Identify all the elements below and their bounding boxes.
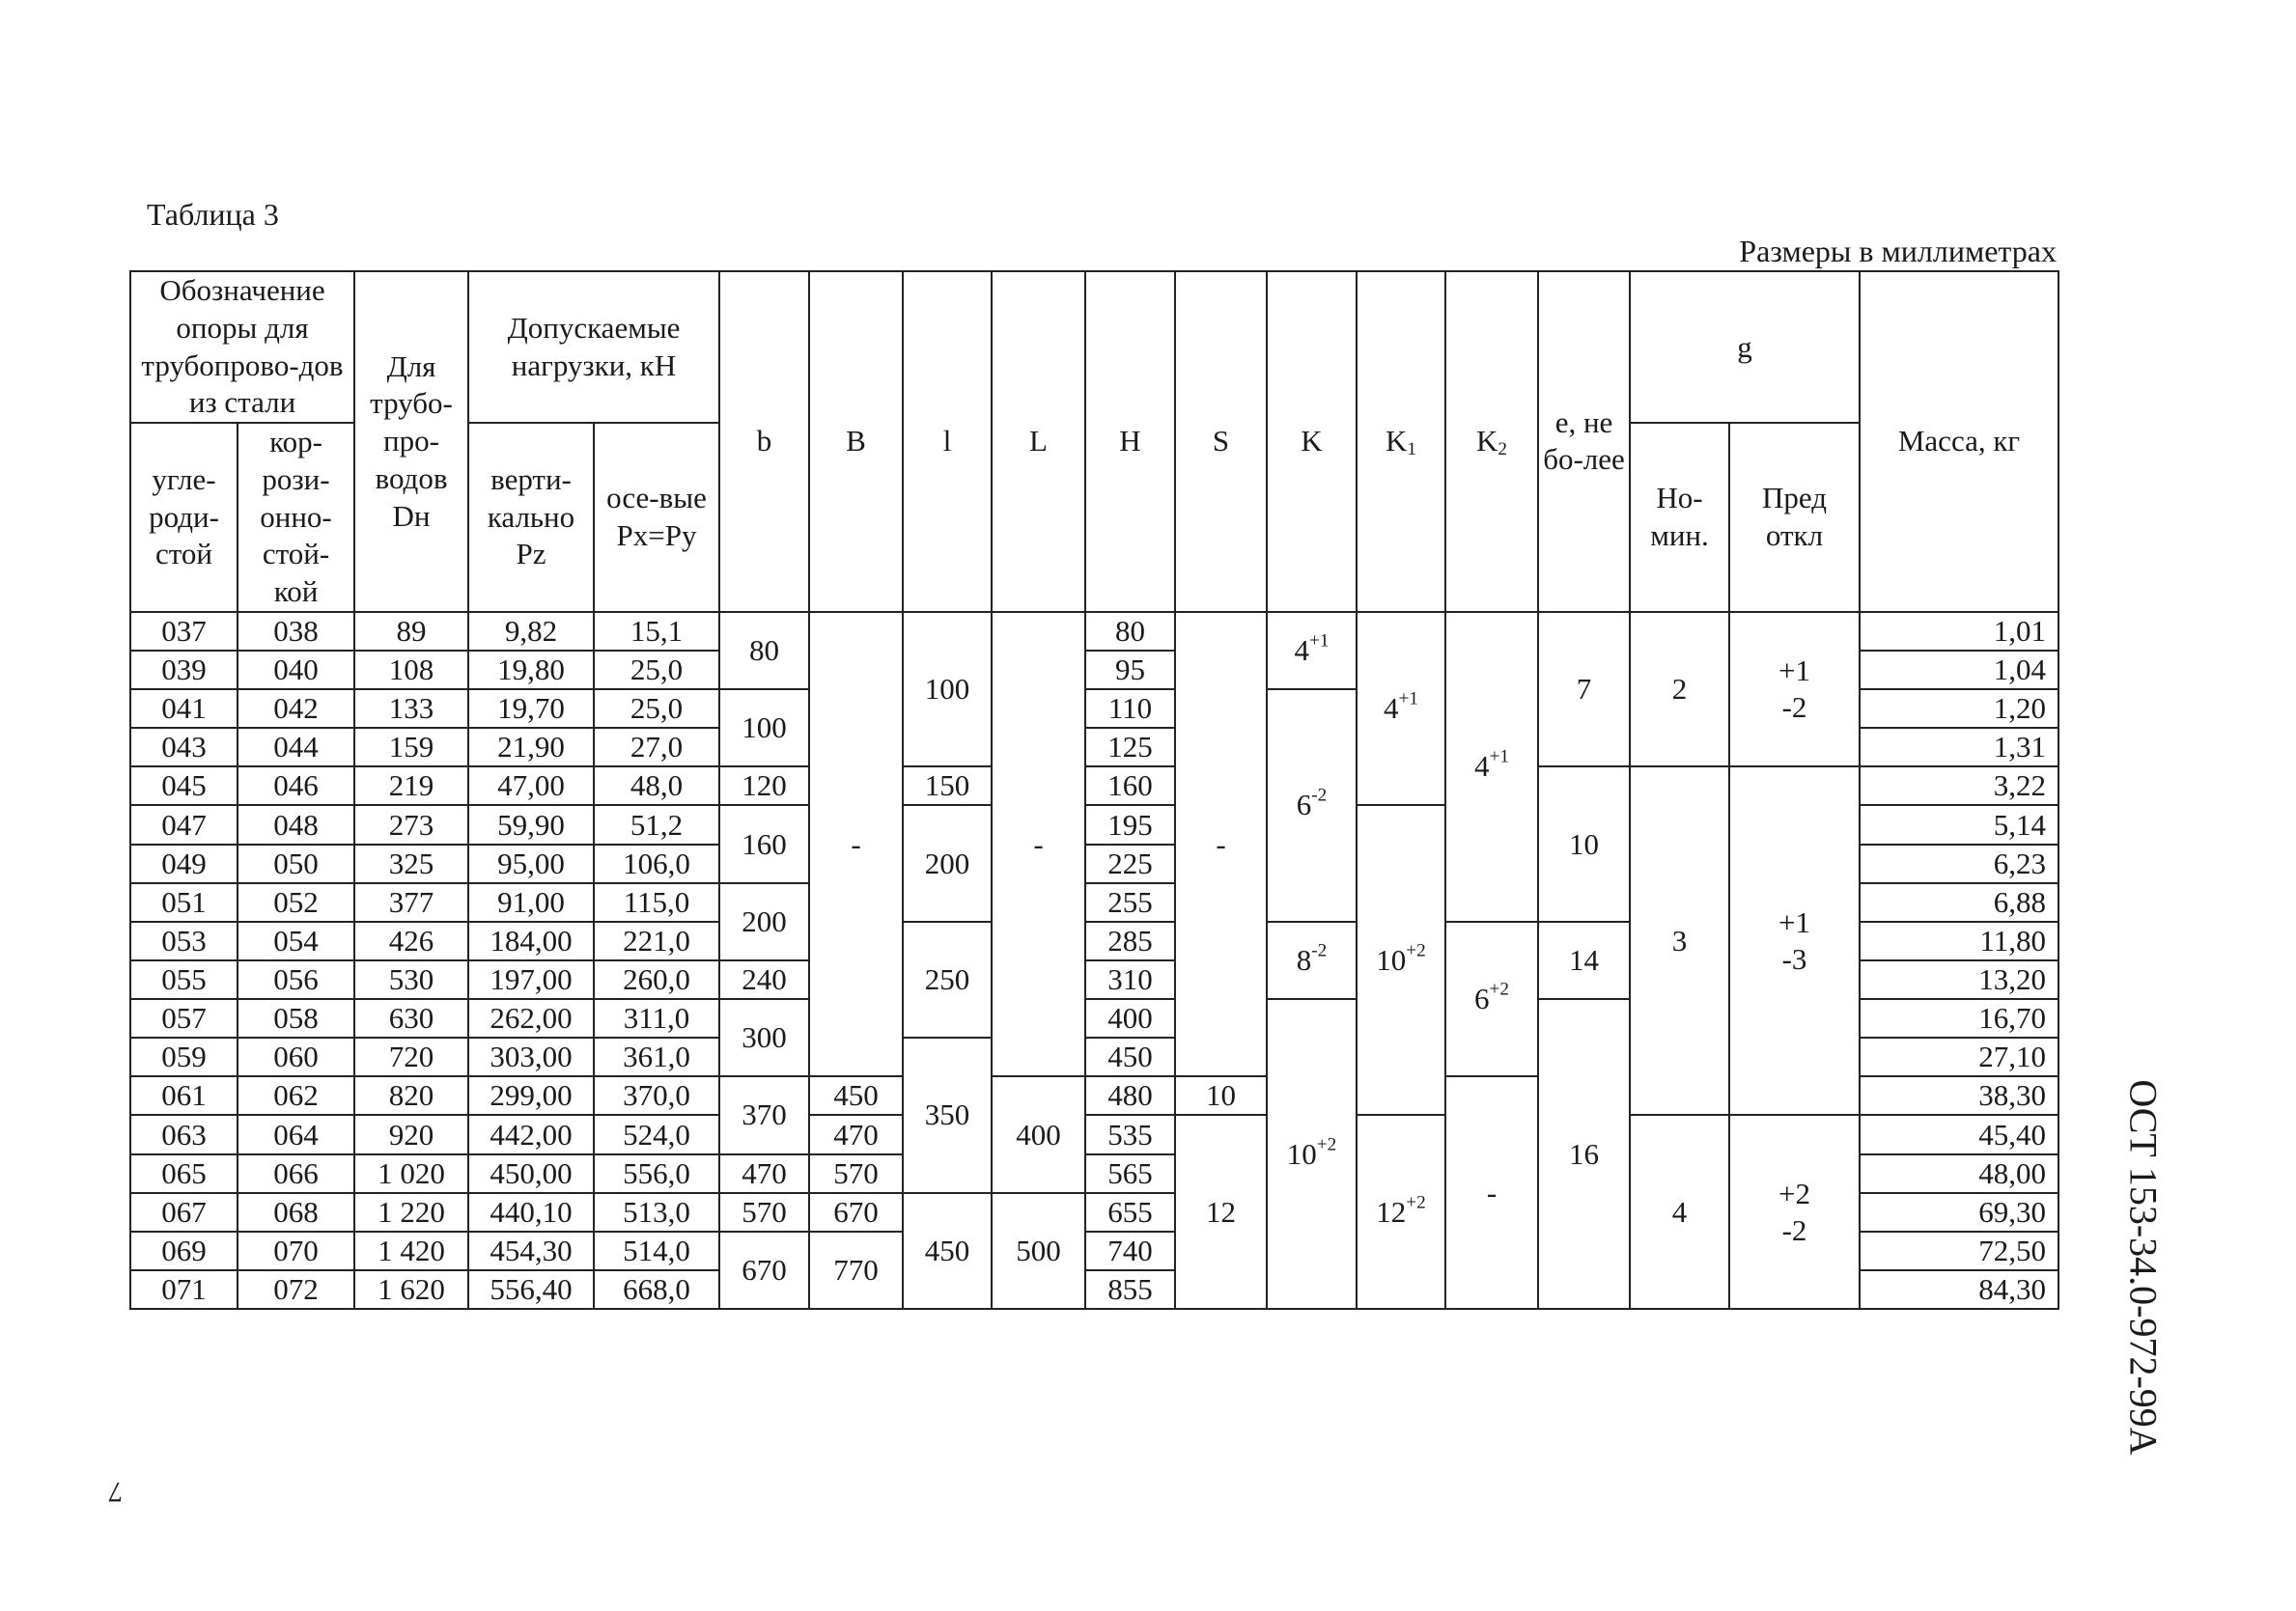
- cell-e: 14: [1538, 922, 1630, 999]
- header-K2-subscript: 2: [1498, 439, 1507, 460]
- cell-corrosion-code: 052: [238, 883, 354, 922]
- cell-carbon-code: 065: [130, 1154, 238, 1193]
- cell-L: -: [992, 612, 1085, 1077]
- cell-K2-value: 4: [1474, 749, 1490, 784]
- header-b: b: [719, 271, 809, 612]
- cell-vertical-load: 184,00: [468, 922, 594, 960]
- cell-mass: 1,01: [1860, 612, 2058, 651]
- support-dimensions-table: [129, 270, 2059, 1310]
- cell-vertical-load: 95,00: [468, 845, 594, 883]
- cell-pipe-diameter: 273: [354, 805, 468, 844]
- cell-L: 500: [992, 1193, 1085, 1309]
- cell-K: [1267, 999, 1357, 1309]
- cell-vertical-load: 197,00: [468, 960, 594, 999]
- cell-pipe-diameter: 1 420: [354, 1232, 468, 1270]
- cell-corrosion-code: 068: [238, 1193, 354, 1232]
- cell-gnom: 2: [1630, 612, 1729, 767]
- cell-B: -: [809, 612, 903, 1077]
- cell-g-deviation-lower: -3: [1781, 941, 1807, 976]
- cell-pipe-diameter: 1 620: [354, 1270, 468, 1309]
- cell-H: 655: [1085, 1193, 1175, 1232]
- cell-corrosion-code: 066: [238, 1154, 354, 1193]
- cell-B: 570: [809, 1154, 903, 1193]
- cell-pipe-diameter: 325: [354, 845, 468, 883]
- cell-B: 770: [809, 1232, 903, 1309]
- cell-axial-load: 115,0: [594, 883, 719, 922]
- table-row: [130, 766, 2058, 805]
- cell-corrosion-code: 048: [238, 805, 354, 844]
- cell-carbon-code: 067: [130, 1193, 238, 1232]
- cell-corrosion-code: 072: [238, 1270, 354, 1309]
- cell-b: 240: [719, 960, 809, 999]
- cell-vertical-load: 299,00: [468, 1076, 594, 1115]
- cell-axial-load: 370,0: [594, 1076, 719, 1115]
- cell-b: 300: [719, 999, 809, 1076]
- cell-K2: [1445, 612, 1538, 922]
- header-B: B: [809, 271, 903, 612]
- cell-b: 470: [719, 1154, 809, 1193]
- cell-K: [1267, 612, 1357, 689]
- cell-S: 12: [1175, 1115, 1267, 1309]
- cell-axial-load: 260,0: [594, 960, 719, 999]
- cell-vertical-load: 556,40: [468, 1270, 594, 1309]
- cell-corrosion-code: 060: [238, 1038, 354, 1076]
- cell-axial-load: 48,0: [594, 766, 719, 805]
- cell-B: 470: [809, 1115, 903, 1153]
- cell-axial-load: 25,0: [594, 651, 719, 689]
- cell-K2-value: -: [1486, 1175, 1498, 1209]
- cell-K-tolerance: -2: [1311, 786, 1328, 807]
- header-H: H: [1085, 271, 1175, 612]
- cell-vertical-load: 9,82: [468, 612, 594, 651]
- cell-H: 285: [1085, 922, 1175, 960]
- cell-vertical-load: 454,30: [468, 1232, 594, 1270]
- header-designation: Обозначение опоры для трубопрово-дов из стали: [130, 271, 354, 423]
- cell-b: 120: [719, 766, 809, 805]
- cell-l: 150: [903, 766, 992, 805]
- cell-carbon-code: 045: [130, 766, 238, 805]
- cell-S: -: [1175, 612, 1267, 1077]
- cell-corrosion-code: 056: [238, 960, 354, 999]
- header-K1-subscript: 1: [1407, 439, 1416, 460]
- cell-e: 16: [1538, 999, 1630, 1309]
- cell-carbon-code: 043: [130, 728, 238, 766]
- header-K: K: [1267, 271, 1357, 612]
- cell-pipe-diameter: 89: [354, 612, 468, 651]
- header-e: e, не бо-лее: [1538, 271, 1630, 612]
- cell-vertical-load: 262,00: [468, 999, 594, 1038]
- cell-vertical-load: 450,00: [468, 1154, 594, 1193]
- document-code-text: ОСТ 153-34.0-972-99А: [2121, 1079, 2166, 1456]
- cell-K1-value: 10: [1376, 942, 1407, 977]
- cell-axial-load: 556,0: [594, 1154, 719, 1193]
- cell-corrosion-code: 050: [238, 845, 354, 883]
- cell-corrosion-code: 054: [238, 922, 354, 960]
- header-corrosion-resistant: кор-рози-онно-стой-кой: [238, 423, 354, 612]
- cell-axial-load: 25,0: [594, 689, 719, 728]
- cell-axial-load: 27,0: [594, 728, 719, 766]
- cell-pipe-diameter: 133: [354, 689, 468, 728]
- cell-mass: 6,88: [1860, 883, 2058, 922]
- cell-vertical-load: 303,00: [468, 1038, 594, 1076]
- cell-K1-value: 12: [1376, 1194, 1407, 1229]
- cell-axial-load: 668,0: [594, 1270, 719, 1309]
- header-g: g: [1630, 271, 1860, 423]
- cell-corrosion-code: 042: [238, 689, 354, 728]
- cell-carbon-code: 037: [130, 612, 238, 651]
- cell-carbon-code: 049: [130, 845, 238, 883]
- cell-mass: 38,30: [1860, 1076, 2058, 1115]
- cell-corrosion-code: 062: [238, 1076, 354, 1115]
- document-code: [2114, 1050, 2172, 1485]
- cell-axial-load: 361,0: [594, 1038, 719, 1076]
- cell-carbon-code: 041: [130, 689, 238, 728]
- cell-B: 450: [809, 1076, 903, 1115]
- cell-H: 450: [1085, 1038, 1175, 1076]
- header-K1: [1357, 271, 1445, 612]
- cell-H: 110: [1085, 689, 1175, 728]
- cell-vertical-load: 21,90: [468, 728, 594, 766]
- cell-H: 310: [1085, 960, 1175, 999]
- cell-K1-value: 4: [1384, 691, 1399, 726]
- cell-K-value: 4: [1294, 632, 1310, 667]
- cell-corrosion-code: 064: [238, 1115, 354, 1153]
- cell-pipe-diameter: 377: [354, 883, 468, 922]
- cell-axial-load: 221,0: [594, 922, 719, 960]
- cell-H: 535: [1085, 1115, 1175, 1153]
- cell-pipe-diameter: 426: [354, 922, 468, 960]
- header-g-nominal: Но-мин.: [1630, 423, 1729, 612]
- cell-g-deviation-upper: +2: [1778, 1176, 1810, 1210]
- header-K2-base: K: [1476, 424, 1498, 458]
- header-S: S: [1175, 271, 1267, 612]
- table-body: [130, 612, 2058, 1309]
- cell-K1: [1357, 1115, 1445, 1309]
- cell-carbon-code: 071: [130, 1270, 238, 1309]
- cell-mass: 13,20: [1860, 960, 2058, 999]
- cell-mass: 1,31: [1860, 728, 2058, 766]
- cell-axial-load: 106,0: [594, 845, 719, 883]
- table-row: [130, 1115, 2058, 1153]
- cell-corrosion-code: 040: [238, 651, 354, 689]
- cell-carbon-code: 063: [130, 1115, 238, 1153]
- cell-K1-tolerance: +1: [1398, 688, 1418, 709]
- cell-K-tolerance: -2: [1311, 940, 1328, 961]
- cell-vertical-load: 19,80: [468, 651, 594, 689]
- cell-gnom: 4: [1630, 1115, 1729, 1309]
- cell-H: 160: [1085, 766, 1175, 805]
- table-caption: Таблица 3: [147, 197, 279, 232]
- cell-b: 200: [719, 883, 809, 960]
- cell-corrosion-code: 070: [238, 1232, 354, 1270]
- cell-carbon-code: 061: [130, 1076, 238, 1115]
- cell-mass: 45,40: [1860, 1115, 2058, 1153]
- header-allowable-loads: Допускаемые нагрузки, кН: [468, 271, 719, 423]
- cell-corrosion-code: 038: [238, 612, 354, 651]
- cell-b: 160: [719, 805, 809, 882]
- cell-carbon-code: 059: [130, 1038, 238, 1076]
- cell-pipe-diameter: 159: [354, 728, 468, 766]
- cell-K-tolerance: +2: [1316, 1134, 1337, 1155]
- cell-mass: 27,10: [1860, 1038, 2058, 1076]
- cell-K2: [1445, 1076, 1538, 1309]
- cell-K1-tolerance: +2: [1406, 1192, 1426, 1213]
- cell-H: 480: [1085, 1076, 1175, 1115]
- cell-vertical-load: 440,10: [468, 1193, 594, 1232]
- header-g-deviation: Пред откл: [1729, 423, 1860, 612]
- cell-L: 400: [992, 1076, 1085, 1192]
- cell-gdev: [1729, 612, 1860, 767]
- cell-mass: 84,30: [1860, 1270, 2058, 1309]
- cell-mass: 48,00: [1860, 1154, 2058, 1193]
- cell-carbon-code: 053: [130, 922, 238, 960]
- cell-K-value: 10: [1286, 1136, 1317, 1171]
- cell-pipe-diameter: 108: [354, 651, 468, 689]
- cell-e: 10: [1538, 766, 1630, 922]
- cell-K-value: 8: [1296, 942, 1312, 977]
- cell-g-deviation-upper: +1: [1778, 905, 1810, 939]
- cell-K-tolerance: +1: [1309, 630, 1330, 652]
- header-K1-base: K: [1386, 424, 1408, 458]
- cell-pipe-diameter: 1 020: [354, 1154, 468, 1193]
- cell-B: 670: [809, 1193, 903, 1232]
- cell-axial-load: 514,0: [594, 1232, 719, 1270]
- cell-b: 670: [719, 1232, 809, 1309]
- cell-pipe-diameter: 530: [354, 960, 468, 999]
- cell-K2-tolerance: +1: [1489, 746, 1509, 767]
- header-axial-load: осе-вые Px=Py: [594, 423, 719, 612]
- cell-carbon-code: 057: [130, 999, 238, 1038]
- cell-vertical-load: 19,70: [468, 689, 594, 728]
- cell-mass: 69,30: [1860, 1193, 2058, 1232]
- cell-H: 80: [1085, 612, 1175, 651]
- cell-mass: 11,80: [1860, 922, 2058, 960]
- cell-g-deviation-lower: -2: [1781, 1212, 1807, 1247]
- cell-g-deviation-lower: -2: [1781, 690, 1807, 724]
- cell-pipe-diameter: 1 220: [354, 1193, 468, 1232]
- cell-mass: 72,50: [1860, 1232, 2058, 1270]
- cell-pipe-diameter: 630: [354, 999, 468, 1038]
- header-vertical-load: верти-кально Pz: [468, 423, 594, 612]
- page-mark: 7: [108, 1476, 123, 1508]
- cell-pipe-diameter: 720: [354, 1038, 468, 1076]
- cell-axial-load: 524,0: [594, 1115, 719, 1153]
- cell-H: 95: [1085, 651, 1175, 689]
- cell-pipe-diameter: 820: [354, 1076, 468, 1115]
- header-pipe-diameter: Для трубо-про-водов Dн: [354, 271, 468, 612]
- cell-pipe-diameter: 920: [354, 1115, 468, 1153]
- table-row: [130, 612, 2058, 651]
- cell-H: 225: [1085, 845, 1175, 883]
- header-mass: Масса, кг: [1860, 271, 2058, 612]
- header-l: l: [903, 271, 992, 612]
- cell-l: 200: [903, 805, 992, 921]
- cell-vertical-load: 442,00: [468, 1115, 594, 1153]
- cell-corrosion-code: 044: [238, 728, 354, 766]
- cell-l: 250: [903, 922, 992, 1038]
- cell-carbon-code: 069: [130, 1232, 238, 1270]
- cell-H: 125: [1085, 728, 1175, 766]
- cell-l: 350: [903, 1038, 992, 1193]
- cell-axial-load: 513,0: [594, 1193, 719, 1232]
- cell-axial-load: 15,1: [594, 612, 719, 651]
- header-L: L: [992, 271, 1085, 612]
- cell-K2-tolerance: +2: [1489, 979, 1509, 1000]
- cell-K1-tolerance: +2: [1406, 940, 1426, 961]
- header-K2: [1445, 271, 1538, 612]
- cell-axial-load: 311,0: [594, 999, 719, 1038]
- cell-vertical-load: 91,00: [468, 883, 594, 922]
- units-note: Размеры в миллиметрах: [1739, 234, 2057, 268]
- cell-mass: 3,22: [1860, 766, 2058, 805]
- cell-carbon-code: 055: [130, 960, 238, 999]
- cell-H: 565: [1085, 1154, 1175, 1193]
- cell-S: 10: [1175, 1076, 1267, 1115]
- cell-carbon-code: 047: [130, 805, 238, 844]
- cell-vertical-load: 47,00: [468, 766, 594, 805]
- cell-e: 7: [1538, 612, 1630, 767]
- cell-H: 855: [1085, 1270, 1175, 1309]
- cell-mass: 16,70: [1860, 999, 2058, 1038]
- cell-mass: 1,04: [1860, 651, 2058, 689]
- cell-corrosion-code: 046: [238, 766, 354, 805]
- cell-carbon-code: 039: [130, 651, 238, 689]
- cell-mass: 6,23: [1860, 845, 2058, 883]
- header-carbon-steel: угле-роди-стой: [130, 423, 238, 612]
- cell-b: 570: [719, 1193, 809, 1232]
- cell-g-deviation-upper: +1: [1778, 653, 1810, 688]
- cell-b: 370: [719, 1076, 809, 1153]
- cell-H: 255: [1085, 883, 1175, 922]
- cell-mass: 1,20: [1860, 689, 2058, 728]
- cell-H: 195: [1085, 805, 1175, 844]
- cell-K: [1267, 689, 1357, 922]
- cell-mass: 5,14: [1860, 805, 2058, 844]
- cell-K2: [1445, 922, 1538, 1077]
- cell-gdev: [1729, 766, 1860, 1115]
- cell-H: 400: [1085, 999, 1175, 1038]
- cell-l: 100: [903, 612, 992, 767]
- cell-K1: [1357, 805, 1445, 1115]
- cell-H: 740: [1085, 1232, 1175, 1270]
- cell-gdev: [1729, 1115, 1860, 1309]
- cell-b: 100: [719, 689, 809, 766]
- cell-l: 450: [903, 1193, 992, 1309]
- cell-K1: [1357, 612, 1445, 806]
- cell-gnom: 3: [1630, 766, 1729, 1115]
- cell-pipe-diameter: 219: [354, 766, 468, 805]
- cell-K: [1267, 922, 1357, 999]
- cell-b: 80: [719, 612, 809, 689]
- cell-axial-load: 51,2: [594, 805, 719, 844]
- cell-K-value: 6: [1296, 788, 1312, 822]
- cell-K2-value: 6: [1474, 982, 1490, 1016]
- cell-carbon-code: 051: [130, 883, 238, 922]
- cell-vertical-load: 59,90: [468, 805, 594, 844]
- cell-corrosion-code: 058: [238, 999, 354, 1038]
